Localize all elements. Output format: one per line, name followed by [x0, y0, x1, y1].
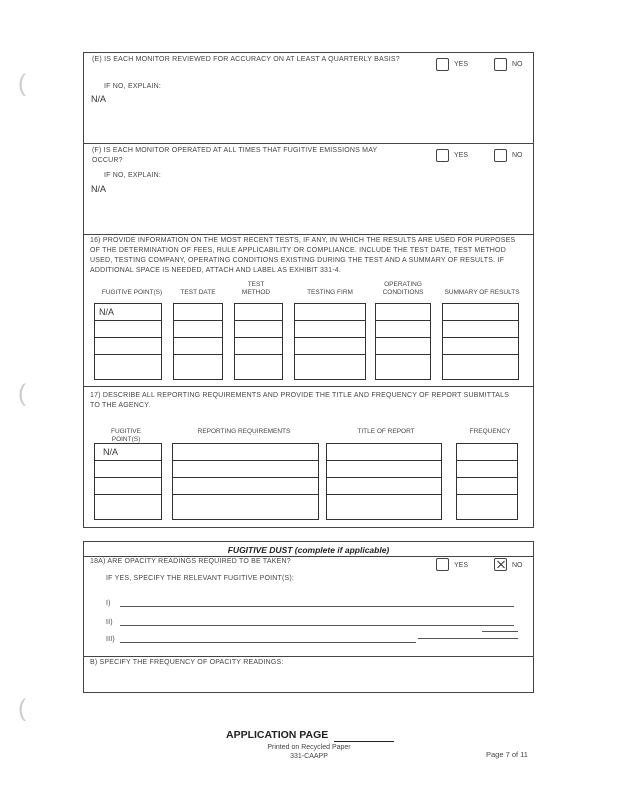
- table-cell[interactable]: [95, 321, 161, 338]
- table-cell[interactable]: [295, 321, 365, 338]
- yes-checkbox[interactable]: [436, 558, 449, 571]
- table-cell[interactable]: [235, 338, 282, 355]
- table-cell[interactable]: [443, 338, 518, 355]
- item-label: II): [106, 619, 113, 626]
- table-cell[interactable]: [235, 304, 282, 321]
- column-header: REPORTING REQUIREMENTS: [197, 428, 291, 435]
- yes-label: YES: [454, 562, 469, 569]
- application-page-label: [226, 729, 328, 741]
- operating-conditions-column[interactable]: [375, 303, 431, 380]
- table-cell[interactable]: [443, 355, 518, 372]
- summary-results-column[interactable]: [442, 303, 519, 380]
- yes-label: YES: [454, 61, 469, 68]
- question-e-text: (E) IS EACH MONITOR REVIEWED FOR ACCURACY ON AT LEAST A QUARTERLY BASIS?: [92, 56, 400, 63]
- recycled-paper-note: Printed on Recycled Paper: [267, 744, 351, 751]
- title-of-report-column[interactable]: [326, 443, 442, 520]
- no-checkbox[interactable]: [494, 58, 507, 71]
- table-cell[interactable]: [376, 338, 430, 355]
- column-header: FREQUENCY: [469, 428, 511, 435]
- binder-hole-mark: (: [18, 380, 26, 407]
- question-18a-text: 18A) ARE OPACITY READINGS REQUIRED TO BE TAKEN?: [90, 558, 291, 565]
- fugitive-points-column[interactable]: [94, 303, 162, 380]
- item-label: III): [106, 636, 115, 643]
- table-cell[interactable]: [376, 321, 430, 338]
- test-method-column[interactable]: [234, 303, 283, 380]
- explain-answer[interactable]: N/A: [91, 94, 107, 104]
- fugitive-dust-title: FUGITIVE DUST (complete if applicable): [227, 545, 390, 555]
- testing-firm-column[interactable]: [294, 303, 366, 380]
- table-cell[interactable]: [95, 478, 161, 495]
- table-cell[interactable]: [95, 355, 161, 372]
- test-date-column[interactable]: [173, 303, 223, 380]
- table-cell[interactable]: [295, 304, 365, 321]
- section-divider: [84, 656, 533, 657]
- table-cell[interactable]: [173, 444, 318, 461]
- question-16-text: 16) PROVIDE INFORMATION ON THE MOST RECENT TESTS, IF ANY, IN WHICH THE RESULTS ARE USED FOR PURPOSES OF THE DETERMINATION OF FEES, RULE APPLICABILITY OR COMPLIANCE. INCLUDE THE TEST DATE, TEST METHOD USED, TESTING COMPANY, OPERATING CONDITIONS EXISTING DURING THE TEST AND A SUMMARY OF RESULTS. IF ADDITIONAL SPACE IS NEEDED, ATTACH AND LABEL AS EXHIBIT 331-4.: [90, 237, 516, 274]
- column-header: OPERATING CONDITIONS: [382, 281, 424, 296]
- question-16-section: [83, 234, 534, 388]
- table-cell[interactable]: [295, 338, 365, 355]
- answer-line-extension: [482, 631, 518, 632]
- table-cell[interactable]: [327, 495, 441, 512]
- question-17-section: [83, 386, 534, 528]
- page-number: Page 7 of 11: [486, 750, 528, 759]
- answer-line-extension: [418, 638, 518, 639]
- no-label: NO: [512, 61, 523, 68]
- table-cell[interactable]: [174, 338, 222, 355]
- table-cell[interactable]: [295, 355, 365, 372]
- explain-label: IF NO, EXPLAIN:: [104, 83, 162, 90]
- table-cell[interactable]: [327, 461, 441, 478]
- explain-answer[interactable]: N/A: [91, 184, 107, 194]
- table-cell[interactable]: [376, 355, 430, 372]
- frequency-column[interactable]: [456, 443, 518, 520]
- binder-hole-mark: (: [18, 70, 26, 97]
- first-cell-value: N/A: [99, 307, 115, 317]
- table-cell[interactable]: [457, 495, 517, 512]
- yes-checkbox[interactable]: [436, 58, 449, 71]
- table-cell[interactable]: [95, 495, 161, 512]
- first-cell-value: N/A: [103, 447, 119, 457]
- answer-line[interactable]: [120, 606, 514, 607]
- binder-hole-mark: (: [18, 695, 26, 722]
- table-cell[interactable]: [457, 461, 517, 478]
- table-cell[interactable]: [173, 495, 318, 512]
- table-cell[interactable]: [457, 478, 517, 495]
- fugitive-dust-section: [83, 541, 534, 693]
- table-cell[interactable]: [443, 304, 518, 321]
- table-cell[interactable]: [95, 304, 161, 321]
- page-number-line[interactable]: [334, 741, 394, 742]
- question-f-text: (F) IS EACH MONITOR OPERATED AT ALL TIMES THAT FUGITIVE EMISSIONS MAY OCCUR?: [92, 147, 378, 164]
- yes-checkbox[interactable]: [436, 149, 449, 162]
- table-cell[interactable]: [173, 461, 318, 478]
- column-header: SUMMARY OF RESULTS: [444, 289, 520, 296]
- specify-points-label: IF YES, SPECIFY THE RELEVANT FUGITIVE POINT(S):: [106, 575, 295, 582]
- application-page-text: APPLICATION PAGE: [226, 729, 329, 741]
- column-header: TEST DATE: [180, 289, 216, 296]
- table-cell[interactable]: [235, 355, 282, 372]
- column-header: TESTING FIRM: [307, 289, 353, 296]
- form-id: 331-CAAPP: [290, 753, 328, 760]
- table-cell[interactable]: [235, 321, 282, 338]
- column-header: TEST METHOD: [241, 281, 271, 296]
- column-header: TITLE OF REPORT: [357, 428, 415, 435]
- table-cell[interactable]: [457, 444, 517, 461]
- table-cell[interactable]: [173, 478, 318, 495]
- table-cell[interactable]: [174, 355, 222, 372]
- table-cell[interactable]: [95, 461, 161, 478]
- question-e-section: [83, 52, 534, 145]
- table-cell[interactable]: [443, 321, 518, 338]
- question-17-text: 17) DESCRIBE ALL REPORTING REQUIREMENTS AND PROVIDE THE TITLE AND FREQUENCY OF REPORT SUBMITTALS TO THE AGENCY.: [90, 392, 510, 409]
- no-checkbox-checked[interactable]: [494, 558, 507, 571]
- answer-line[interactable]: [120, 625, 514, 626]
- no-checkbox[interactable]: [494, 149, 507, 162]
- no-label: NO: [512, 562, 523, 569]
- reporting-requirements-column[interactable]: [172, 443, 319, 520]
- table-cell[interactable]: [95, 338, 161, 355]
- item-label: I): [106, 600, 111, 607]
- fugitive-points-column[interactable]: [94, 443, 162, 520]
- table-cell[interactable]: [327, 444, 441, 461]
- table-cell[interactable]: [174, 304, 222, 321]
- answer-line[interactable]: [120, 642, 416, 643]
- table-cell[interactable]: [174, 321, 222, 338]
- table-cell[interactable]: [95, 444, 161, 461]
- yes-label: YES: [454, 152, 469, 159]
- column-header: FUGITIVE POINT(S): [111, 428, 141, 443]
- explain-label: IF NO, EXPLAIN:: [104, 172, 162, 179]
- column-header: FUGITIVE POINT(S): [101, 289, 163, 296]
- table-cell[interactable]: [327, 478, 441, 495]
- table-cell[interactable]: [376, 304, 430, 321]
- no-label: NO: [512, 152, 523, 159]
- question-18b-text: B) SPECIFY THE FREQUENCY OF OPACITY READINGS:: [90, 659, 284, 666]
- question-f-section: [83, 143, 534, 236]
